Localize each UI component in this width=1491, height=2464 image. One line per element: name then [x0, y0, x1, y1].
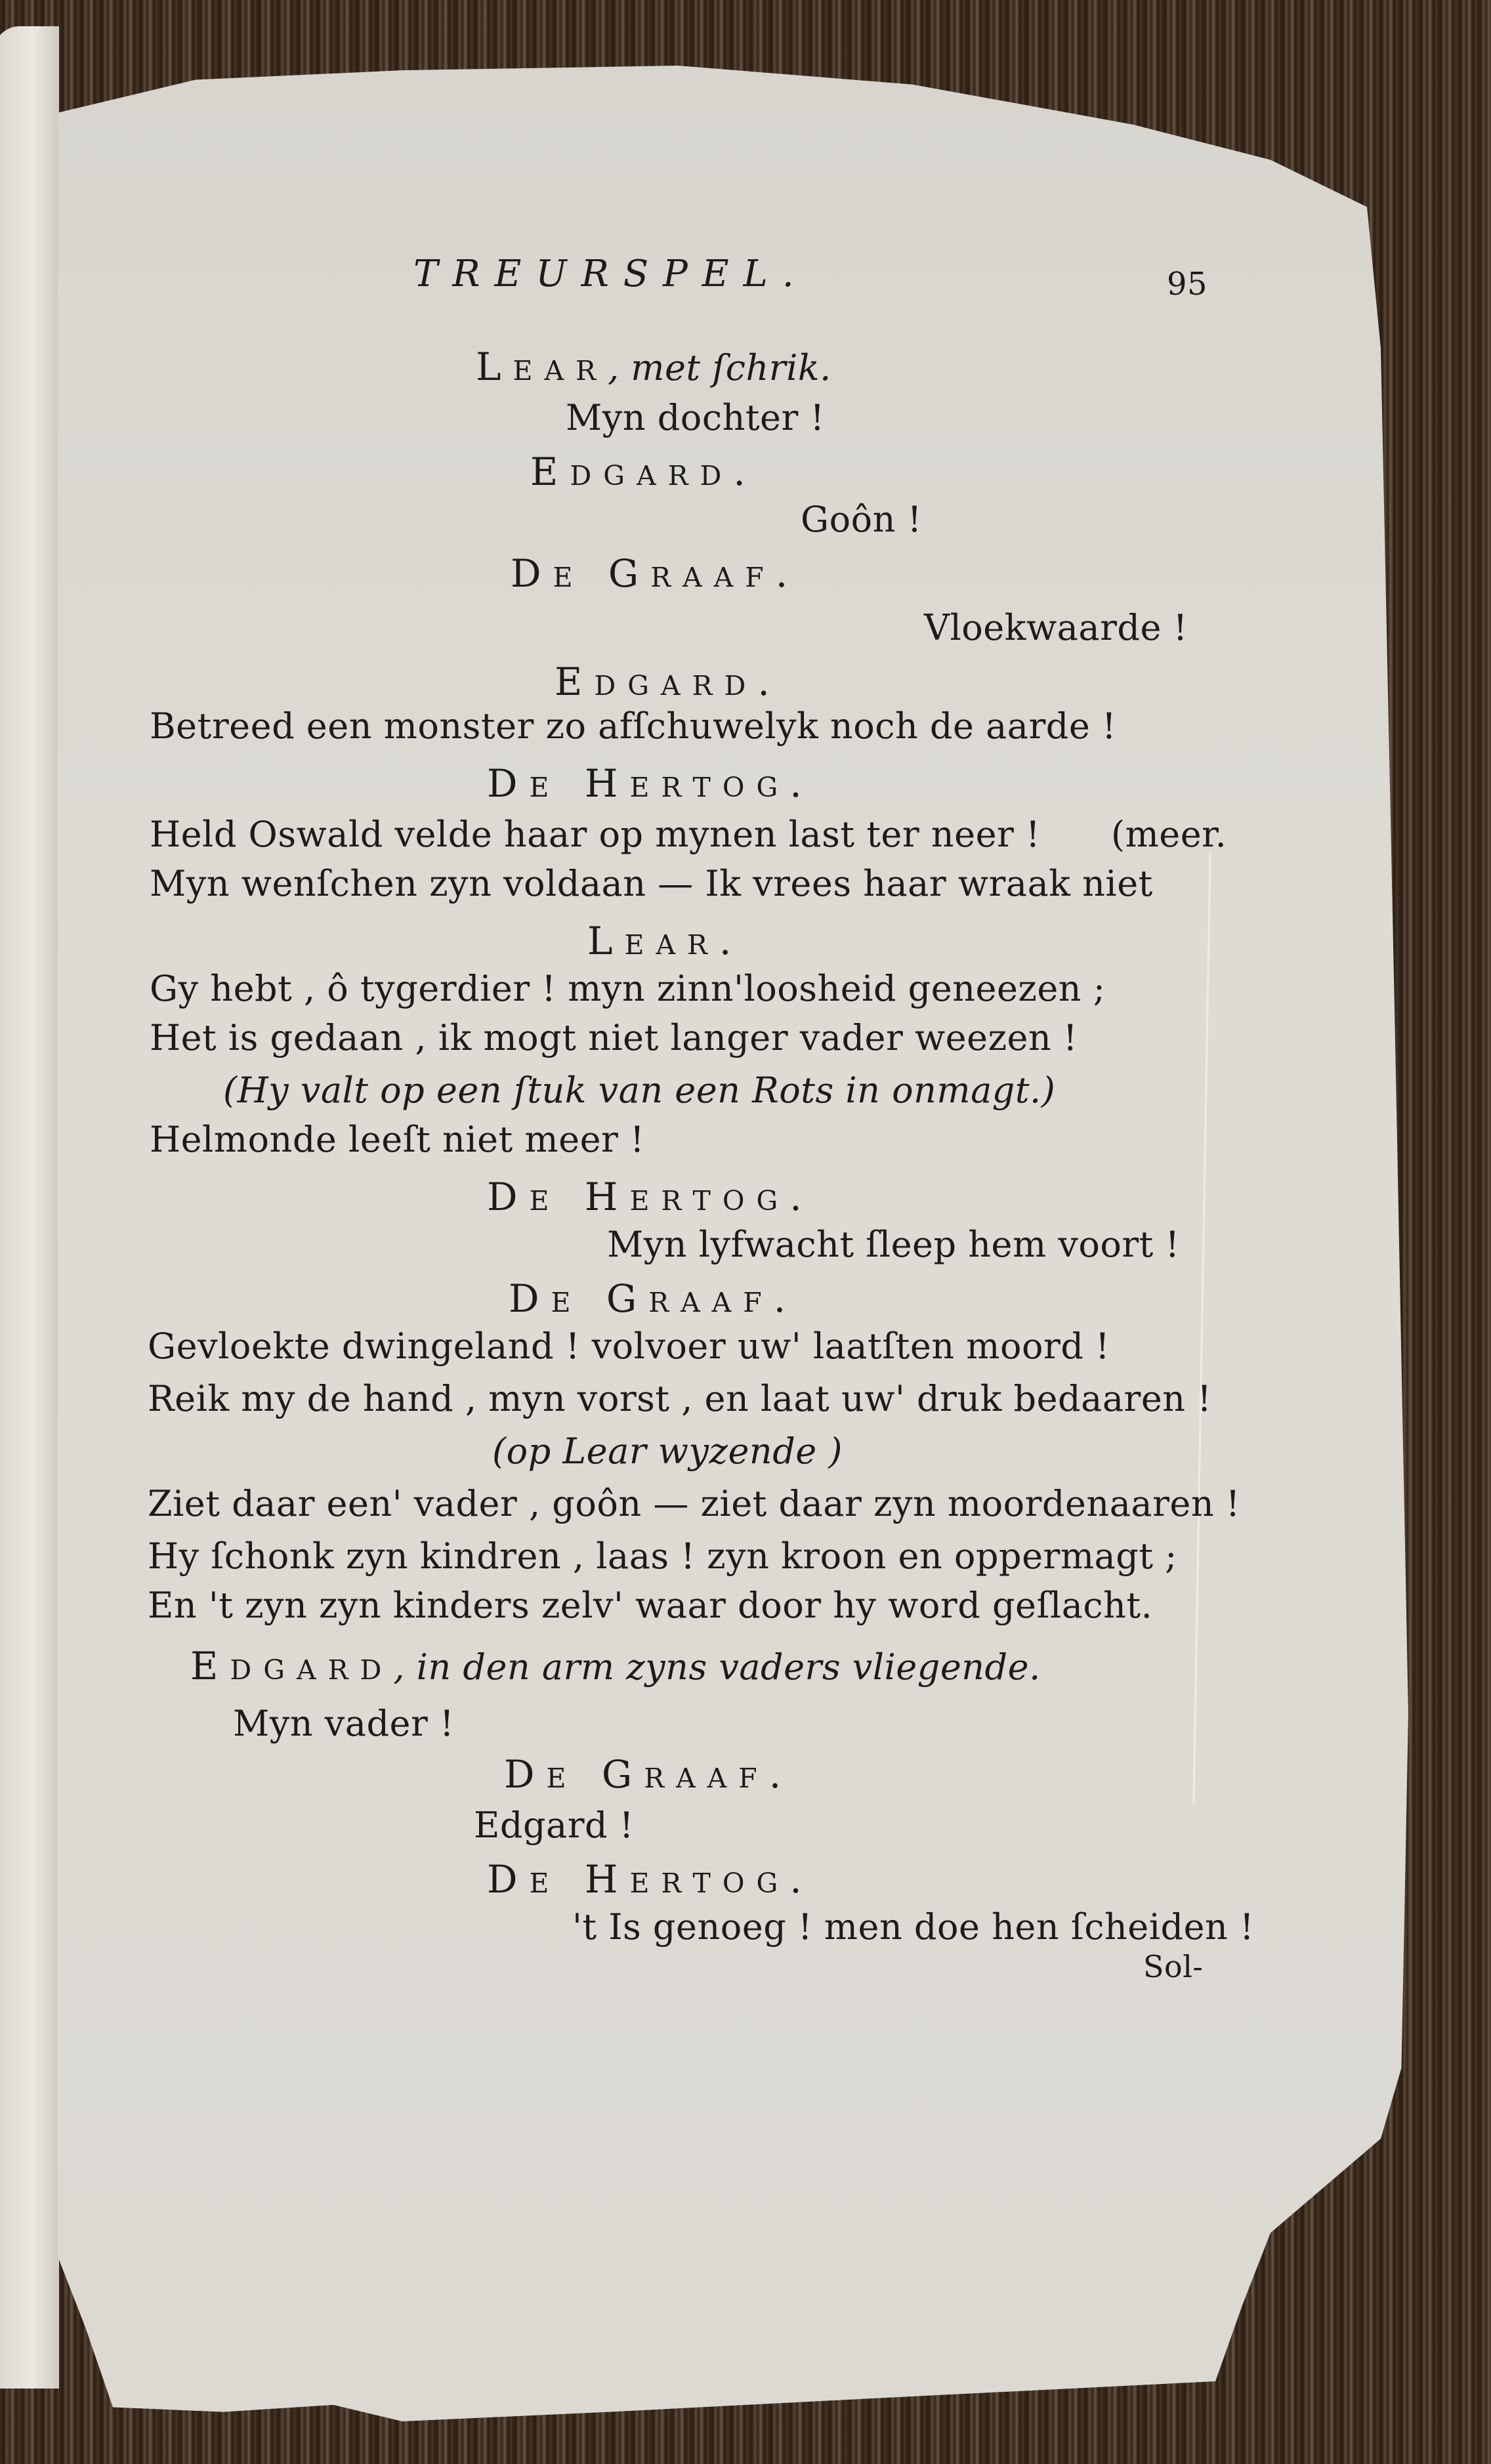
speaker-heading: Lear. — [587, 919, 744, 963]
verse-line: Vloekwaarde ! — [924, 607, 1188, 648]
verse-line: Myn wenſchen zyn voldaan — Ik vrees haar wraak niet — [150, 863, 1153, 904]
stage-direction: (Hy valt op een ſtuk van een Rots in onmagt.) — [223, 1070, 1056, 1111]
speaker-heading — [476, 345, 831, 389]
verse-line: En 't zyn zyn kinders zelv' waar door hy word geſlacht. — [148, 1585, 1153, 1626]
turnover-word: (meer. — [1111, 814, 1227, 855]
verse-line: Edgard ! — [474, 1805, 634, 1846]
speaker-heading: Edgard. — [530, 449, 757, 494]
speaker-heading: De Graaf. — [511, 551, 800, 596]
verse-line: 't Is genoeg ! men doe hen ſcheiden ! — [572, 1906, 1255, 1948]
speaker-heading: De Graaf. — [509, 1276, 798, 1321]
verse-line: Helmonde leeſt niet meer ! — [150, 1119, 645, 1160]
verse-line: Betreed een monster zo afſchuwelyk noch de aarde ! — [150, 705, 1117, 747]
stage-direction: , in den arm zyns vaders vliegende. — [393, 1646, 1041, 1688]
speaker-heading: De Graaf. — [504, 1752, 793, 1797]
running-title: TREURSPEL. — [413, 253, 808, 295]
speaker-heading — [190, 1644, 1041, 1688]
stage-direction: (op Lear wyzende ) — [492, 1430, 843, 1472]
speaker-heading: De Hertog. — [487, 1175, 814, 1219]
verse-line: Myn vader ! — [233, 1703, 455, 1744]
speaker-name: Lear — [476, 345, 608, 389]
verse-line: Hy ſchonk zyn kindren , laas ! zyn kroon en oppermagt ; — [148, 1535, 1177, 1577]
facing-page-edge — [0, 26, 59, 2389]
verse-text: Held Oswald velde haar op mynen last ter neer ! — [150, 814, 1041, 855]
verse-line — [150, 814, 1227, 855]
verse-line: Ziet daar een' vader , goôn — ziet daar zyn moordenaaren ! — [148, 1483, 1241, 1524]
stage-direction: , met ſchrik. — [607, 347, 831, 388]
speaker-heading: De Hertog. — [487, 761, 814, 806]
verse-line: Gy hebt , ô tygerdier ! myn zinn'loosheid geneezen ; — [150, 968, 1106, 1009]
verse-line: Gevloekte dwingeland ! volvoer uw' laatſten moord ! — [148, 1326, 1110, 1367]
speaker-heading: Edgard. — [555, 659, 782, 704]
verse-line: Myn lyfwacht ſleep hem voort ! — [607, 1224, 1180, 1265]
speaker-heading: De Hertog. — [487, 1857, 814, 1902]
catchword: Sol- — [1143, 1949, 1204, 1984]
verse-line: Myn dochter ! — [566, 397, 825, 438]
page-number: 95 — [1167, 266, 1208, 303]
speaker-name: Edgard — [190, 1644, 394, 1688]
verse-line: Het is gedaan , ik mogt niet langer vader weezen ! — [150, 1017, 1078, 1058]
verse-line: Reik my de hand , myn vorst , en laat uw' druk bedaaren ! — [148, 1378, 1212, 1419]
verse-line: Goôn ! — [801, 499, 922, 540]
